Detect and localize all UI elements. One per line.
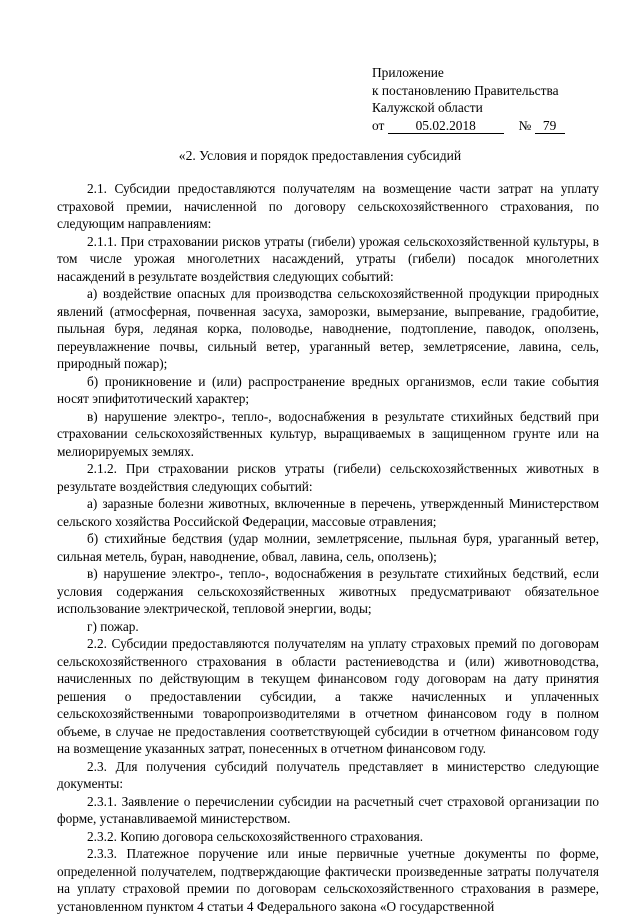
paragraph-2-1-1-v: в) нарушение электро-, тепло-, водоснабжения в результате стихийных бедствий при страховании сельскохозяйственных культур, выращиваемых в защищенном грунте или на мелиорируемых землях.: [57, 408, 599, 459]
header-date-number-row: [372, 117, 565, 135]
paragraph-2-1-1-a: а) воздействие опасных для производства сельскохозяйственной продукции природных явлений (атмосферная, почвенная засуха, заморозки, вымерзание, выпревание, градобитие, пыльная буря, ледяная корка, половодье, наводнение, подтопление, паводок, оползень, переувлажнение почвы, сильный ветер, ураганный ветер, землетрясение, лавина, сель, природный пожар);: [57, 286, 599, 371]
header-line-appendix: Приложение: [372, 65, 444, 80]
paragraph-2-1: 2.1. Субсидии предоставляются получателям на возмещение части затрат на уплату страховой премии, начисленной по договору сельскохозяйственного страхования, по следующим направлениям:: [57, 181, 599, 231]
document-header: [372, 64, 565, 134]
paragraph-2-1-1-b: б) проникновение и (или) распространение вредных организмов, если такие события носят эпифитотический характер;: [57, 373, 599, 406]
document-body: [57, 180, 599, 915]
paragraph-2-3-1: 2.3.1. Заявление о перечислении субсидии на расчетный счет страховой организации по форме, устанавливаемой министерством.: [57, 793, 599, 826]
header-line-resolution: к постановлению Правительства: [372, 82, 559, 98]
paragraph-2-1-2-g: г) пожар.: [87, 618, 139, 634]
paragraph-2-3-2: 2.3.2. Копию договора сельскохозяйственного страхования.: [87, 828, 424, 844]
paragraph-2-1-2-a: а) заразные болезни животных, включенные в перечень, утвержденный Министерством сельского хозяйства Российской Федерации, массовые отравления;: [57, 496, 599, 529]
number-prefix: №: [518, 117, 532, 133]
paragraph-2-1-2-b: б) стихийные бедствия (удар молнии, землетрясение, пыльная буря, ураганный ветер, сильная метель, буран, наводнение, обвал, лавина, сель, оползень);: [57, 531, 599, 564]
document-number: 79: [535, 118, 565, 134]
header-line-region: Калужской области: [372, 100, 483, 115]
paragraph-2-3: 2.3. Для получения субсидий получатель представляет в министерство следующие документы:: [57, 758, 599, 791]
section-title: «2. Условия и порядок предоставления субсидий: [178, 148, 462, 163]
paragraph-2-3-3: 2.3.3. Платежное поручение или иные первичные учетные документы по форме, определенной получателем, подтверждающие фактически произведенные затраты получателя на уплату страховой премии по договорам сельскохозяйственного страхования в размере, установленном пунктом 4 статьи 4 Федерального закона «О государственной: [57, 846, 599, 914]
document-date: 05.02.2018: [388, 118, 504, 134]
paragraph-2-1-2: 2.1.2. При страховании рисков утраты (гибели) сельскохозяйственных животных в результате воздействия следующих событий:: [57, 461, 599, 494]
paragraph-2-2: 2.2. Субсидии предоставляются получателям на уплату страховых премий по договорам сельскохозяйственного страхования в области растениеводства и (или) животноводства, начисленных по действующим в текущем финансовом году договорам на дату принятия решения о предоставлении субсидии, а также начисленных и уплаченных сельскохозяйственными товаропроизводителями в отчетном финансовом году в полном объеме, в случае не предоставления соответствующей субсидии в отчетном финансовом году на возмещение указанных затрат, понесенных в отчетном финансовом году.: [57, 636, 599, 756]
date-prefix: от: [372, 117, 385, 133]
paragraph-2-1-2-v: в) нарушение электро-, тепло-, водоснабжения в результате стихийных бедствий, если условия содержания сельскохозяйственных животных предусматривают обязательное использование электрической, тепловой энергии, воды;: [57, 566, 599, 616]
paragraph-2-1-1: 2.1.1. При страховании рисков утраты (гибели) урожая сельскохозяйственной культуры, в том числе урожая многолетних насаждений, утраты (гибели) посадок многолетних насаждений в результате воздействия следующих событий:: [57, 233, 599, 284]
